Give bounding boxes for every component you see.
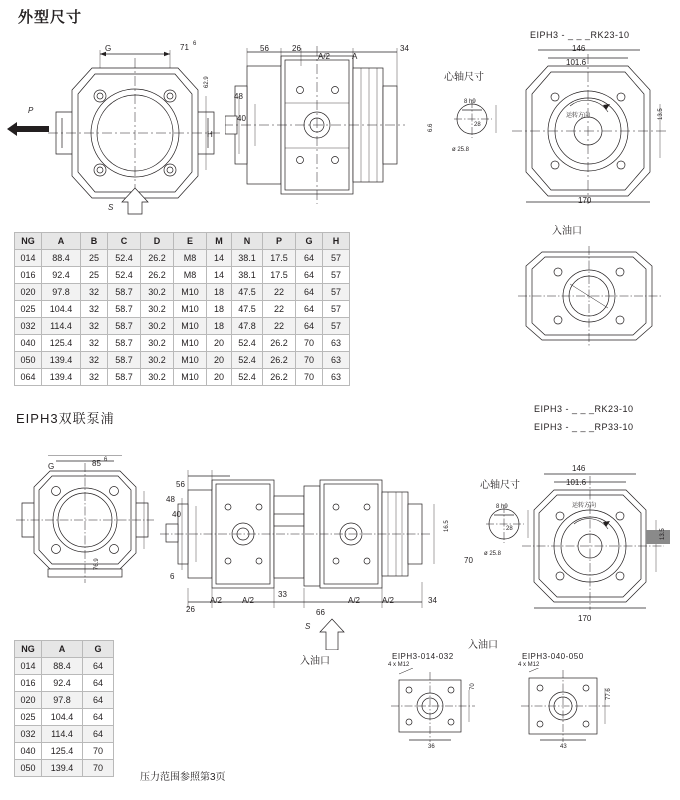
cell: 64 <box>296 267 323 284</box>
rotation-label-top: 运转方向 <box>566 113 591 119</box>
cell: 14 <box>207 267 232 284</box>
cell: 32 <box>81 352 108 369</box>
cell: 104.4 <box>42 709 83 726</box>
label-P: P <box>28 106 34 115</box>
dim-56-top: 56 <box>260 44 269 53</box>
table-row <box>15 318 350 335</box>
dim-85-tol: 6 <box>104 457 108 463</box>
cell: 30.2 <box>141 352 174 369</box>
cell: 016 <box>15 675 42 692</box>
dim-48-bottom: 48 <box>166 495 175 504</box>
cell: 64 <box>83 675 114 692</box>
cell: 20 <box>207 352 232 369</box>
dim-77-6-sub-b: 77.6 <box>606 688 612 700</box>
th-D: D <box>141 233 174 250</box>
th-B: B <box>81 233 108 250</box>
dim-26-bottom: 26 <box>186 605 195 614</box>
table2-header-row <box>15 641 114 658</box>
cell: 64 <box>296 301 323 318</box>
cell: 88.4 <box>42 658 83 675</box>
dim-48-top: 48 <box>234 92 243 101</box>
cell: 050 <box>15 352 42 369</box>
cell: 52.4 <box>108 267 141 284</box>
sub-detail-a-view <box>385 668 485 748</box>
cell: 32 <box>81 301 108 318</box>
dim-13-5-top: 13.5 <box>658 108 664 120</box>
cell: 139.4 <box>42 369 81 386</box>
cell: 52.4 <box>232 352 263 369</box>
cell: M10 <box>174 301 207 318</box>
dim-33-bottom: 33 <box>278 590 287 599</box>
cell: 52.4 <box>232 369 263 386</box>
table-row <box>15 726 114 743</box>
th-G: G <box>296 233 323 250</box>
dim-16-5-bottom: 16.5 <box>444 520 450 532</box>
dim-34-top: 34 <box>400 44 409 53</box>
cell: 58.7 <box>108 318 141 335</box>
shaft-detail <box>452 95 504 143</box>
cell: 88.4 <box>42 250 81 267</box>
table-row <box>15 335 350 352</box>
dim-A2-b1: A/2 <box>210 596 223 605</box>
dim-6-6: 6.6 <box>428 123 434 132</box>
cell: 18 <box>207 301 232 318</box>
dim-34-bottom: 34 <box>428 596 437 605</box>
table-row <box>15 284 350 301</box>
cell: 064 <box>15 369 42 386</box>
cell: 32 <box>81 284 108 301</box>
cell: 58.7 <box>108 335 141 352</box>
cell: 20 <box>207 369 232 386</box>
dim-8h9-top: 8 h9 <box>464 99 476 105</box>
cell: 125.4 <box>42 743 83 760</box>
cell: 25 <box>81 250 108 267</box>
bottom-front-view <box>8 455 158 590</box>
oil-inlet-title-3: 入油口 <box>468 640 498 651</box>
dim-A2-top: A/2 <box>318 52 331 61</box>
th2-NG: NG <box>15 641 42 658</box>
oil-inlet-title-2: 入油口 <box>300 656 330 667</box>
cell: 25 <box>81 267 108 284</box>
cell: 58.7 <box>108 369 141 386</box>
cell: 032 <box>15 726 42 743</box>
cell: 58.7 <box>108 301 141 318</box>
cell: 47.5 <box>232 301 263 318</box>
dim-70-sub-a: 70 <box>470 683 476 690</box>
table-row <box>15 658 114 675</box>
cell: M10 <box>174 369 207 386</box>
dim-A2-b3: A/2 <box>348 596 361 605</box>
cell: 020 <box>15 284 42 301</box>
label-S-top: S <box>108 203 114 212</box>
cell: 57 <box>323 267 350 284</box>
dim-13-5-bottom: 13.5 <box>660 528 666 540</box>
cell: M10 <box>174 335 207 352</box>
dim-36-sub-a: 36 <box>428 744 435 750</box>
th2-A: A <box>42 641 83 658</box>
cell: 18 <box>207 318 232 335</box>
th-M: M <box>207 233 232 250</box>
table-row <box>15 301 350 318</box>
dimension-table-2 <box>14 640 114 777</box>
dim-G-bottom: G <box>48 462 55 471</box>
cell: 30.2 <box>141 301 174 318</box>
cell: 020 <box>15 692 42 709</box>
th-E: E <box>174 233 207 250</box>
table-row <box>15 267 350 284</box>
page-title: 外型尺寸 <box>18 9 83 26</box>
dim-26-top: 26 <box>292 44 301 53</box>
dim-85-bottom: 85 <box>92 459 101 468</box>
sub-detail-b-code: EIPH3-040-050 <box>522 652 584 661</box>
cell: 38.1 <box>232 250 263 267</box>
dim-101-6-top: 101.6 <box>566 58 587 67</box>
cell: 22 <box>263 284 296 301</box>
cell: 139.4 <box>42 760 83 777</box>
cell: 97.8 <box>42 692 83 709</box>
cell: 63 <box>323 352 350 369</box>
th2-G: G <box>83 641 114 658</box>
th-N: N <box>232 233 263 250</box>
table-row <box>15 743 114 760</box>
dim-H-top: H <box>207 130 213 139</box>
label-S-bottom: S <box>305 622 311 631</box>
dim-76-9: 76.9 <box>94 558 100 570</box>
table-row <box>15 692 114 709</box>
shaft-dim-title-2: 心轴尺寸 <box>480 480 520 491</box>
bottom-right-octagon-view <box>520 470 670 610</box>
section2-title: EIPH3双联泵浦 <box>16 411 115 426</box>
cell: 97.8 <box>42 284 81 301</box>
cell: 26.2 <box>263 352 296 369</box>
cell: 70 <box>83 760 114 777</box>
cell: 114.4 <box>42 726 83 743</box>
cell: 104.4 <box>42 301 81 318</box>
cell: 70 <box>296 352 323 369</box>
cell: 64 <box>83 692 114 709</box>
cell: 17.5 <box>263 250 296 267</box>
cell: 92.4 <box>42 267 81 284</box>
dim-170-top: 170 <box>578 196 592 205</box>
table1-header-row <box>15 233 350 250</box>
table-row <box>15 709 114 726</box>
rotation-label-bottom: 运转方向 <box>572 503 597 509</box>
arrow-S-bottom <box>318 618 346 650</box>
cell: 64 <box>296 284 323 301</box>
th-A: A <box>42 233 81 250</box>
cell: 014 <box>15 658 42 675</box>
shaft-dim-title: 心轴尺寸 <box>444 72 484 83</box>
table-row <box>15 369 350 386</box>
dim-A2-b4: A/2 <box>382 596 395 605</box>
cell: 30.2 <box>141 369 174 386</box>
table-row <box>15 352 350 369</box>
dim-25-8-bottom: ø 25.8 <box>484 551 502 557</box>
model-code-mid-2: EIPH3 - _ _ _RP33-10 <box>534 422 634 432</box>
dim-56-bottom: 56 <box>176 480 185 489</box>
dim-G-top: G <box>105 44 112 53</box>
cell: 26.2 <box>141 267 174 284</box>
sub-detail-a-code: EIPH3-014-032 <box>392 652 454 661</box>
model-code-top: EIPH3 - _ _ _RK23-10 <box>530 30 630 40</box>
cell: 64 <box>83 726 114 743</box>
cell: 125.4 <box>42 335 81 352</box>
dim-28-top: 28 <box>474 122 481 128</box>
dim-4xM12-b: 4 x M12 <box>518 662 540 668</box>
sub-detail-b-view <box>515 668 620 748</box>
cell: 92.4 <box>42 675 83 692</box>
model-code-mid-1: EIPH3 - _ _ _RK23-10 <box>534 404 634 414</box>
dim-A2-b2: A/2 <box>242 596 255 605</box>
dim-6-bottom: 6 <box>170 572 175 581</box>
cell: 38.1 <box>232 267 263 284</box>
cell: 016 <box>15 267 42 284</box>
table-row <box>15 760 114 777</box>
cell: 32 <box>81 369 108 386</box>
cell: 30.2 <box>141 318 174 335</box>
dim-43-sub-b: 43 <box>560 744 567 750</box>
cell: 57 <box>323 318 350 335</box>
dim-40-top: 40 <box>237 114 246 123</box>
arrow-P <box>5 118 51 140</box>
cell: 57 <box>323 301 350 318</box>
bottom-double-pump-view <box>160 462 490 612</box>
th-P: P <box>263 233 296 250</box>
th-C: C <box>108 233 141 250</box>
cell: 114.4 <box>42 318 81 335</box>
cell: 64 <box>83 658 114 675</box>
cell: 70 <box>296 335 323 352</box>
cell: 52.4 <box>232 335 263 352</box>
cell: 64 <box>296 250 323 267</box>
oil-inlet-view-1 <box>510 244 670 349</box>
top-right-octagon-view <box>508 44 673 204</box>
cell: 47.5 <box>232 284 263 301</box>
cell: M10 <box>174 352 207 369</box>
dimension-table-1 <box>14 232 350 386</box>
cell: 70 <box>83 743 114 760</box>
cell: 040 <box>15 335 42 352</box>
cell: 52.4 <box>108 250 141 267</box>
cell: 014 <box>15 250 42 267</box>
cell: 58.7 <box>108 284 141 301</box>
dim-66-bottom: 66 <box>316 608 325 617</box>
cell: 32 <box>81 318 108 335</box>
cell: 17.5 <box>263 267 296 284</box>
cell: 63 <box>323 369 350 386</box>
cell: 63 <box>323 335 350 352</box>
dim-101-6-bottom: 101.6 <box>566 478 587 487</box>
th-NG: NG <box>15 233 42 250</box>
pressure-note: 压力范围参照第3页 <box>140 772 226 783</box>
cell: 025 <box>15 709 42 726</box>
dim-71-top: 71 <box>180 43 189 52</box>
cell: 050 <box>15 760 42 777</box>
dim-A-top: A <box>352 52 358 61</box>
dim-146-bottom: 146 <box>572 464 586 473</box>
cell: 30.2 <box>141 284 174 301</box>
dim-170-bottom: 170 <box>578 614 592 623</box>
dim-146-top: 146 <box>572 44 586 53</box>
cell: 57 <box>323 250 350 267</box>
cell: 58.7 <box>108 352 141 369</box>
cell: 26.2 <box>263 369 296 386</box>
cell: M10 <box>174 318 207 335</box>
cell: 040 <box>15 743 42 760</box>
dim-70-bottom: 70 <box>464 556 473 565</box>
table-row <box>15 250 350 267</box>
th-H: H <box>323 233 350 250</box>
cell: 20 <box>207 335 232 352</box>
cell: 70 <box>296 369 323 386</box>
cell: M8 <box>174 267 207 284</box>
cell: 22 <box>263 301 296 318</box>
cell: M8 <box>174 250 207 267</box>
dim-8h9-bottom: 8 h9 <box>496 504 508 510</box>
dim-62-9: 62.9 <box>204 76 210 88</box>
cell: 14 <box>207 250 232 267</box>
cell: 26.2 <box>141 250 174 267</box>
cell: 64 <box>83 709 114 726</box>
dim-28-bottom: 28 <box>506 526 513 532</box>
cell: 47.8 <box>232 318 263 335</box>
dim-40-bottom: 40 <box>172 510 181 519</box>
cell: 26.2 <box>263 335 296 352</box>
cell: 64 <box>296 318 323 335</box>
cell: 30.2 <box>141 335 174 352</box>
cell: 139.4 <box>42 352 81 369</box>
dim-4xM12-a: 4 x M12 <box>388 662 410 668</box>
cell: M10 <box>174 284 207 301</box>
cell: 57 <box>323 284 350 301</box>
cell: 18 <box>207 284 232 301</box>
dim-25-8-top: ø 25.8 <box>452 147 470 153</box>
dim-71-tol: 6 <box>193 41 197 47</box>
oil-inlet-title-1: 入油口 <box>552 226 582 237</box>
cell: 032 <box>15 318 42 335</box>
cell: 025 <box>15 301 42 318</box>
table-row <box>15 675 114 692</box>
cell: 22 <box>263 318 296 335</box>
top-side-view <box>225 38 425 213</box>
cell: 32 <box>81 335 108 352</box>
